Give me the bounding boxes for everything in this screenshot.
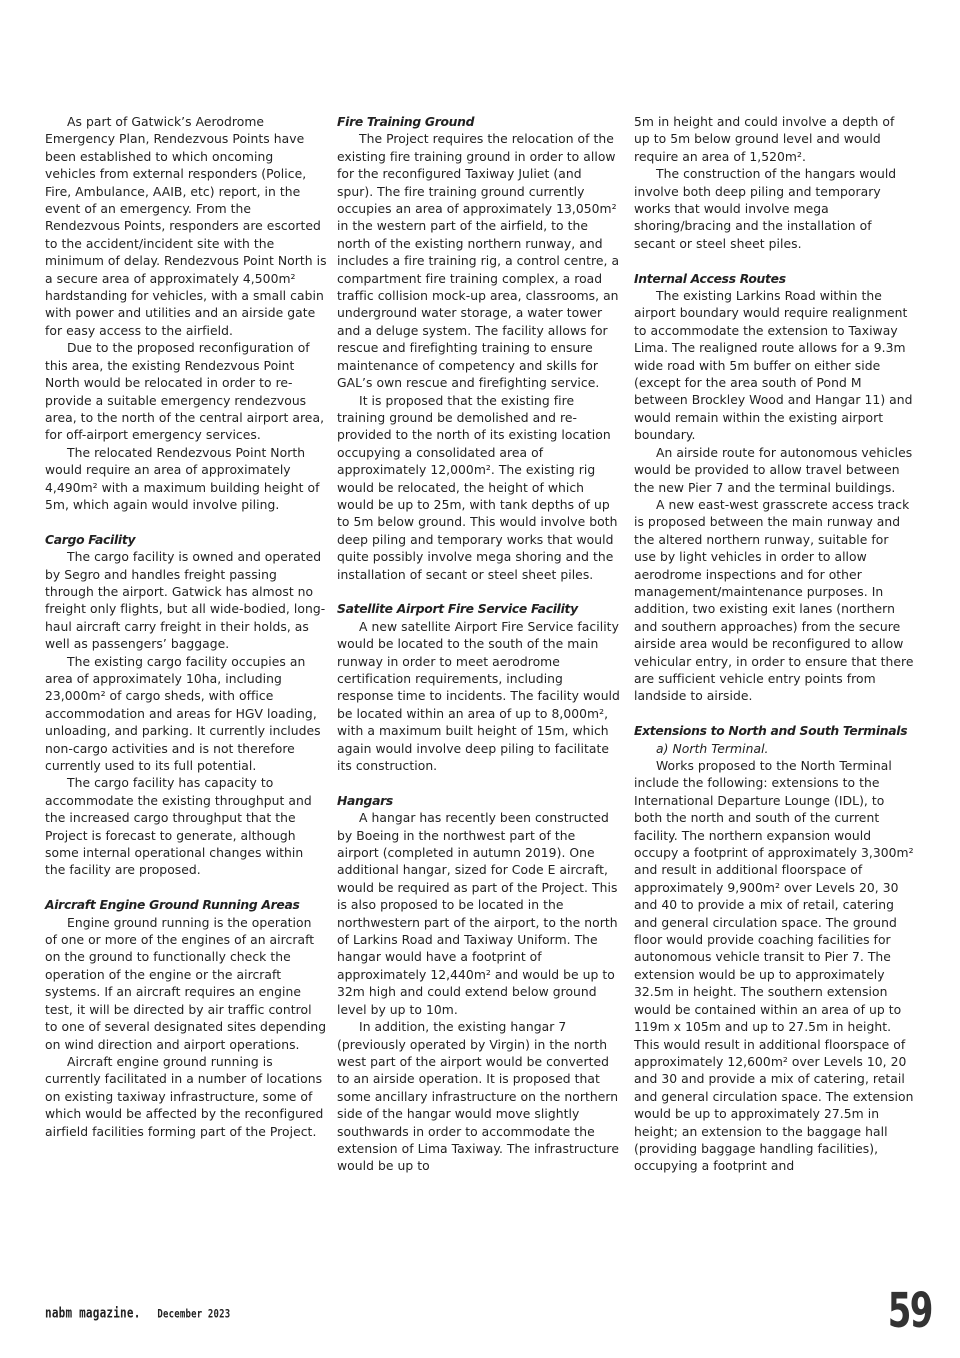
- paragraph-spacer: [634, 253, 914, 270]
- body-paragraph: A new satellite Airport Fire Service facility would be located to the south of the main runway in order to meet aerodrome certification requirements, including response time to incidents. The facility would be located within an area of up to 8,000m², with a maximum built height of 15m, which again would involve deep piling to facilitate its construction.: [337, 619, 620, 774]
- section-heading: Internal Access Routes: [634, 271, 786, 286]
- page-footer: [45, 1305, 230, 1321]
- body-paragraph: A new east-west grasscrete access track is proposed between the main runway and the altered northern runway, suitable for use by light vehicles in order to allow aerodrome inspections and for other management/maintenance purposes. In addition, two existing exit lanes (northern and southern approaches) from the secure airside area would be reconfigured to allow vehicular entry, in order to ensure that there are sufficient vehicle entry points from landside to airside.: [634, 497, 914, 704]
- body-paragraph: A hangar has recently been constructed by Boeing in the northwest part of the airport (completed in autumn 2019). One additional hangar, sized for Code E aircraft, would be required as part of the Project. This is also proposed to be located in the northwestern part of the airport, to the north of Larkins Road and Taxiway Uniform. The hangar would have a footprint of approximately 12,440m² and would be up to 32m high and could extend below ground level by up to 10m.: [337, 811, 618, 1017]
- body-paragraph: Engine ground running is the operation of one or more of the engines of an aircraft on the ground to functionally check the operation of the engine or the aircraft systems. If an aircraft requires an engine test, it will be directed by air traffic control to one of several designated sites depending on wind direction and airport operations.: [45, 915, 327, 1052]
- body-paragraph: The existing Larkins Road within the airport boundary would require realignment to accommodate the extension to Taxiway Lima. The realigned route allows for a 9.3m wide road with 5m buffer on either side (except for the area south of Pond M between Brockley Wood and Hangar 11) and would remain within the existing airport boundary.: [634, 289, 913, 443]
- body-paragraph: As part of Gatwick’s Aerodrome Emergency Plan, Rendezvous Points have been established to which oncoming vehicles from external responders (Police, Fire, Ambulance, AAIB, etc) report, in the event of an emergency. From the Rendezvous Points, responders are escorted to the accident/incident site with the minimum of delay. Rendezvous Point North is a secure area of approximately 4,500m² hardstanding for vehicles, with a small cabin with power and utilities and an airside gate for easy access to the airfield.: [45, 115, 327, 338]
- body-paragraph: Works proposed to the North Terminal include the following: extensions to the International Departure Lounge (IDL), to both the north and south of the current facility. The northern expansion would occupy a footprint of approximately 3,300m² and result in additional floorspace of approximately 9,900m² over Levels 20, 30 and 40 to provide a mix of retail, catering and general circulation space. The ground floor would provide coaching facilities for autonomous vehicle transit to Pier 7. The extension would be up to approximately 32.5m in height. The southern extension would be contained within an area of up to 119m x 105m and up to 27.5m in height. This would result in additional floorspace of approximately 12,600m² over Levels 10, 20 and 30 and provide a mix of catering, retail and general circulation space. The extension would be up to approximately 27.5m in height; an extension to the baggage hall (providing baggage handling facilities), occupying a footprint and: [634, 759, 914, 1174]
- section-heading: Satellite Airport Fire Service Facility: [337, 602, 578, 617]
- section-heading: Fire Training Ground: [337, 115, 475, 129]
- body-paragraph: In addition, the existing hangar 7 (previously operated by Virgin) in the north west part of the airport would be converted to an airside operation. It is proposed that some ancillary infrastructure on the northern side of the hangar would move slightly southwards in order to accommodate the extension of Lima Taxiway. The infrastructure would be up to: [337, 1020, 619, 1174]
- body-paragraph: An airside route for autonomous vehicles would be provided to allow travel between the new Pier 7 and the terminal buildings.: [634, 445, 913, 495]
- paragraph-spacer: [337, 775, 620, 792]
- sub-heading: a) North Terminal.: [656, 741, 769, 756]
- section-heading: Hangars: [337, 793, 393, 808]
- paragraph-spacer: [337, 584, 620, 601]
- body-paragraph: The cargo facility is owned and operated by Segro and handles freight passing through the airport. Gatwick has almost no freight only flights, but all wide-bodied, long-haul aircraft carry freight in their holds, as well as passengers’ baggage.: [45, 550, 326, 652]
- paragraph-spacer: [45, 880, 327, 897]
- body-paragraph: Aircraft engine ground running is currently facilitated in a number of locations on existing taxiway infrastructure, some of which would be affected by the reconfigured airfield facilities forming part of the Project.: [45, 1054, 324, 1139]
- section-heading: Aircraft Engine Ground Running Areas: [45, 898, 300, 913]
- body-paragraph: The construction of the hangars would involve both deep piling and temporary works that would involve mega shoring/bracing and the installation of secant or steel sheet piles.: [634, 167, 897, 251]
- page-number: 59: [888, 1284, 932, 1340]
- text-column-3: [634, 114, 914, 1176]
- text-column-1: [45, 114, 327, 1141]
- magazine-title: nabm magazine.: [45, 1305, 141, 1322]
- body-paragraph: Due to the proposed reconfiguration of this area, the existing Rendezvous Point North would be relocated in order to re-provide a suitable emergency rendezvous area, to the north of the central airport area, for off-airport emergency services.: [45, 341, 325, 443]
- issue-date: December 2023: [157, 1308, 231, 1322]
- body-paragraph: It is proposed that the existing fire training ground be demolished and re-provided to the north of its existing location occupying a consolidated area of approximately 12,000m². The existing rig would be relocated, the height of which would be up to 25m, with tank depths of up to 5m below ground. This would involve both deep piling and temporary works that would quite possibly involve mega shoring and the installation of secant or steel sheet piles.: [337, 393, 618, 582]
- text-column-2: [337, 114, 620, 1176]
- body-paragraph: The existing cargo facility occupies an area of approximately 10ha, including 23,000m² of cargo sheds, with office accommodation and areas for HGV loading, unloading, and parking. It currently includes non-cargo activities and is not therefore currently used to its full potential.: [45, 654, 321, 774]
- body-paragraph: The Project requires the relocation of the existing fire training ground in order to allow for the reconfigured Taxiway Juliet (and spur). The fire training ground currently occupies an area of approximately 13,050m² in the western part of the airfield, to the north of the existing northern runway, and includes a fire training rig, a control centre, a compartment fire training complex, a road traffic collision mock-up area, classrooms, an underground water storage, a water tower and a deluge system. The facility allows for rescue and firefighting training to ensure maintenance of competency and skills for GAL’s own rescue and firefighting service.: [337, 132, 620, 391]
- body-paragraph: 5m in height and could involve a depth of up to 5m below ground level and would require an area of 1,520m².: [634, 115, 895, 164]
- paragraph-spacer: [634, 706, 914, 723]
- body-paragraph: The relocated Rendezvous Point North would require an area of approximately 4,490m² with a maximum building height of 5m, which again would involve piling.: [45, 445, 320, 512]
- section-heading: Extensions to North and South Terminals: [634, 724, 908, 739]
- body-paragraph: The cargo facility has capacity to accommodate the existing throughput and the increased cargo throughput that the Project is forecast to generate, although some internal operational changes within the facility are proposed.: [45, 776, 312, 878]
- section-heading: Cargo Facility: [45, 532, 136, 547]
- paragraph-spacer: [45, 514, 327, 531]
